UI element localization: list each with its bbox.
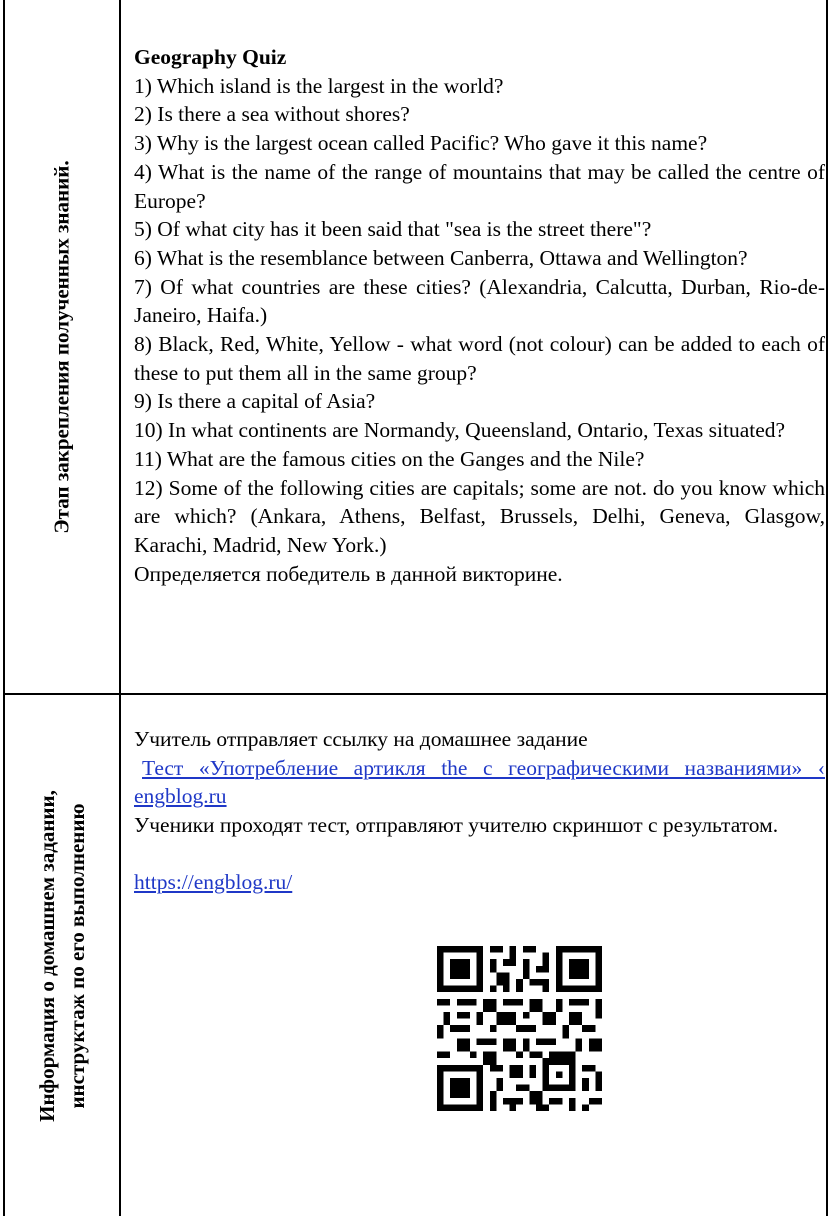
quiz-closing: Определяется победитель в данной викторине. — [134, 561, 563, 586]
row-divider — [3, 693, 828, 695]
quiz-title: Geography Quiz — [134, 45, 287, 69]
homework-intro: Учитель отправляет ссылку на домашнее задание — [134, 727, 588, 751]
quiz-question: 7) Of what countries are these cities? (Alexandria, Calcutta, Durban, Rio-de-Janeiro, Haifa.) — [134, 274, 825, 328]
homework-cell — [134, 725, 825, 897]
column-divider — [119, 0, 121, 1216]
quiz-cell — [134, 43, 825, 588]
quiz-question: 1) Which island is the largest in the world? — [134, 73, 504, 98]
quiz-question: 6) What is the resemblance between Canberra, Ottawa and Wellington? — [134, 245, 748, 270]
homework-instructions: Ученики проходят тест, отправляют учителю скриншот с результатом. — [134, 813, 779, 838]
homework-label-cell — [5, 695, 119, 1216]
stage-label: Этап закрепления полученных знаний. — [50, 159, 75, 534]
quiz-question: 10) In what continents are Normandy, Queensland, Ontario, Texas situated? — [134, 418, 786, 443]
qr-code-image — [437, 946, 602, 1111]
test-link[interactable]: Тест «Употребление артикля the с географическими названиями» ‹ engblog.ru — [134, 755, 825, 809]
quiz-question: 12) Some of the following cities are capitals; some are not. do you know which are which? (Ankara, Athens, Belfast, Brussels, Delhi, Geneva, Glasgow, Karachi, Madrid, New York.) — [134, 475, 825, 557]
stage-label-cell — [5, 0, 119, 693]
quiz-question: 11) What are the famous cities on the Ganges and the Nile? — [134, 446, 645, 471]
site-link[interactable]: https://engblog.ru/ — [134, 869, 293, 894]
quiz-question: 8) Black, Red, White, Yellow - what word (not colour) can be added to each of these to put them all in the same group? — [134, 332, 825, 385]
table-border-right — [826, 0, 828, 1216]
quiz-question: 5) Of what city has it been said that "sea is the street there"? — [134, 217, 652, 242]
homework-label-line: инструктаж по его выполнению — [65, 802, 89, 1109]
quiz-question: 9) Is there a capital of Asia? — [134, 389, 376, 414]
homework-label-line: Информация о домашнем задании, — [35, 789, 59, 1122]
quiz-question: 3) Why is the largest ocean called Pacific? Who gave it this name? — [134, 131, 708, 156]
quiz-question: 4) What is the name of the range of mountains that may be called the centre of Europe? — [134, 159, 825, 213]
quiz-question: 2) Is there a sea without shores? — [134, 102, 410, 127]
homework-label — [32, 790, 92, 1122]
